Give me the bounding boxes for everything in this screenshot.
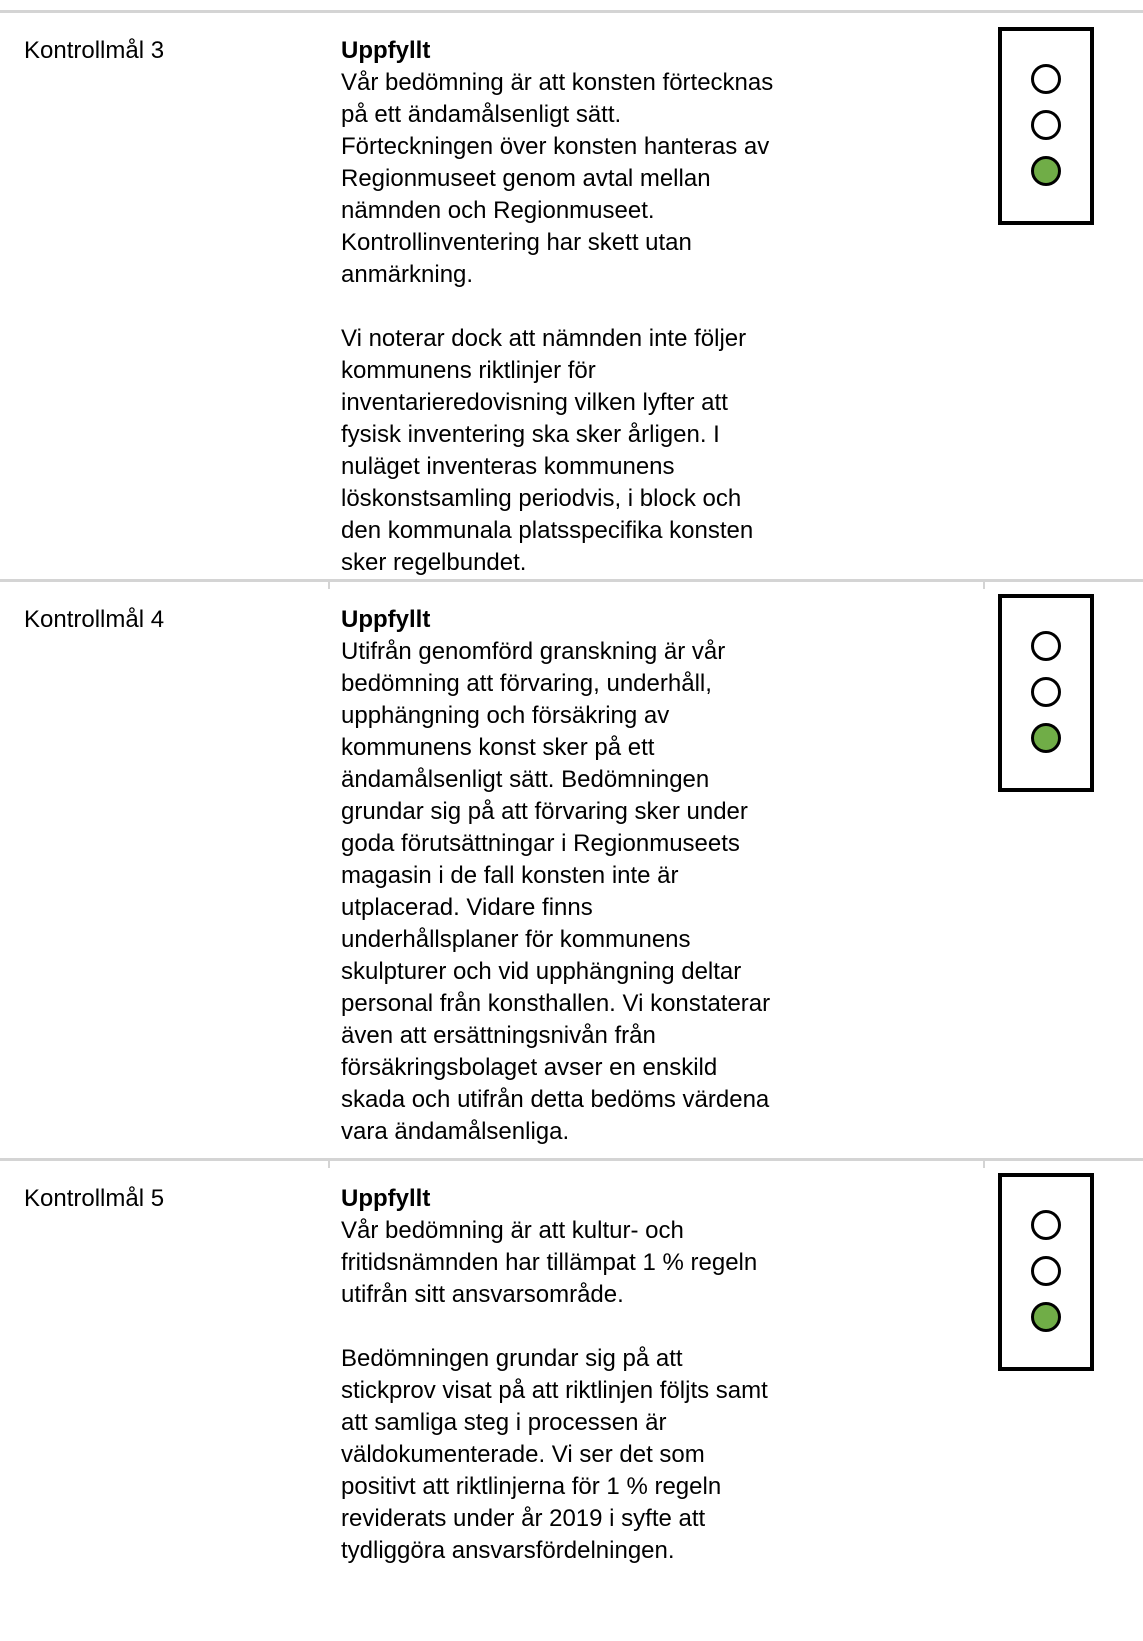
paragraph-gap	[341, 291, 866, 323]
assessment-status: Uppfyllt	[341, 37, 431, 64]
traffic-light-bottom-lamp-icon	[1031, 156, 1061, 186]
text-line: att samliga steg i processen är	[341, 1409, 667, 1436]
control-objective-label: Kontrollmål 3	[24, 37, 165, 64]
text-line: kommunens konst sker på ett	[341, 734, 655, 761]
text-line: väldokumenterade. Vi ser det som	[341, 1441, 705, 1468]
table-row	[0, 579, 1143, 1158]
text-line: kommunens riktlinjer för	[341, 357, 596, 384]
control-objective-label: Kontrollmål 5	[24, 1185, 165, 1212]
traffic-light-icon	[998, 1173, 1094, 1371]
text-line: den kommunala platsspecifika konsten	[341, 517, 754, 544]
text-line: inventarieredovisning vilken lyfter att	[341, 389, 728, 416]
text-line: löskonstsamling periodvis, i block och	[341, 485, 742, 512]
text-line: sker regelbundet.	[341, 549, 527, 576]
text-line: försäkringsbolaget avser en enskild	[341, 1054, 718, 1081]
text-line: fysisk inventering ska sker årligen. I	[341, 421, 720, 448]
text-line: grundar sig på att förvaring sker under	[341, 798, 748, 825]
table-row	[0, 1158, 1143, 1641]
traffic-light-bottom-lamp-icon	[1031, 1302, 1061, 1332]
text-line: fritidsnämnden har tillämpat 1 % regeln	[341, 1249, 758, 1276]
assessment-content	[341, 604, 866, 1148]
traffic-light-middle-lamp-icon	[1031, 110, 1061, 140]
text-line: nämnden och Regionmuseet.	[341, 197, 655, 224]
traffic-light-icon	[998, 27, 1094, 225]
text-line: magasin i de fall konsten inte är	[341, 862, 679, 889]
assessment-content	[341, 35, 866, 579]
text-line: Vi noterar dock att nämnden inte följer	[341, 325, 747, 352]
traffic-light-top-lamp-icon	[1031, 64, 1061, 94]
text-line: upphängning och försäkring av	[341, 702, 670, 729]
traffic-light-middle-lamp-icon	[1031, 1256, 1061, 1286]
text-line: goda förutsättningar i Regionmuseets	[341, 830, 740, 857]
text-line: Bedömningen grundar sig på att	[341, 1345, 683, 1372]
assessment-status: Uppfyllt	[341, 606, 431, 633]
text-line: Förteckningen över konsten hanteras av	[341, 133, 770, 160]
text-line: stickprov visat på att riktlinjen följts samt	[341, 1377, 768, 1404]
assessment-status: Uppfyllt	[341, 1185, 431, 1212]
traffic-light-icon	[998, 594, 1094, 792]
assessment-table	[0, 10, 1143, 1641]
text-line: personal från konsthallen. Vi konstaterar	[341, 990, 771, 1017]
text-line: Kontrollinventering har skett utan	[341, 229, 692, 256]
control-objective-label: Kontrollmål 4	[24, 606, 165, 633]
text-line: positivt att riktlinjerna för 1 % regeln	[341, 1473, 722, 1500]
assessment-content	[341, 1183, 866, 1567]
text-line: Vår bedömning är att konsten förtecknas	[341, 69, 774, 96]
text-line: ändamålsenligt sätt. Bedömningen	[341, 766, 710, 793]
traffic-light-middle-lamp-icon	[1031, 677, 1061, 707]
text-line: utplacerad. Vidare finns	[341, 894, 593, 921]
text-line: Utifrån genomförd granskning är vår	[341, 638, 726, 665]
traffic-light-top-lamp-icon	[1031, 631, 1061, 661]
text-line: anmärkning.	[341, 261, 474, 288]
traffic-light-top-lamp-icon	[1031, 1210, 1061, 1240]
text-line: skulpturer och vid upphängning deltar	[341, 958, 742, 985]
text-line: nuläget inventeras kommunens	[341, 453, 675, 480]
text-line: reviderats under år 2019 i syfte att	[341, 1505, 706, 1532]
text-line: utifrån sitt ansvarsområde.	[341, 1281, 624, 1308]
text-line: Regionmuseet genom avtal mellan	[341, 165, 711, 192]
paragraph-gap	[341, 1311, 866, 1343]
traffic-light-bottom-lamp-icon	[1031, 723, 1061, 753]
text-line: skada och utifrån detta bedöms värdena	[341, 1086, 770, 1113]
text-line: underhållsplaner för kommunens	[341, 926, 691, 953]
text-line: på ett ändamålsenligt sätt.	[341, 101, 622, 128]
text-line: tydliggöra ansvarsfördelningen.	[341, 1537, 675, 1564]
text-line: Vår bedömning är att kultur- och	[341, 1217, 684, 1244]
table-row	[0, 10, 1143, 579]
text-line: även att ersättningsnivån från	[341, 1022, 656, 1049]
text-line: vara ändamålsenliga.	[341, 1118, 570, 1145]
text-line: bedömning att förvaring, underhåll,	[341, 670, 712, 697]
